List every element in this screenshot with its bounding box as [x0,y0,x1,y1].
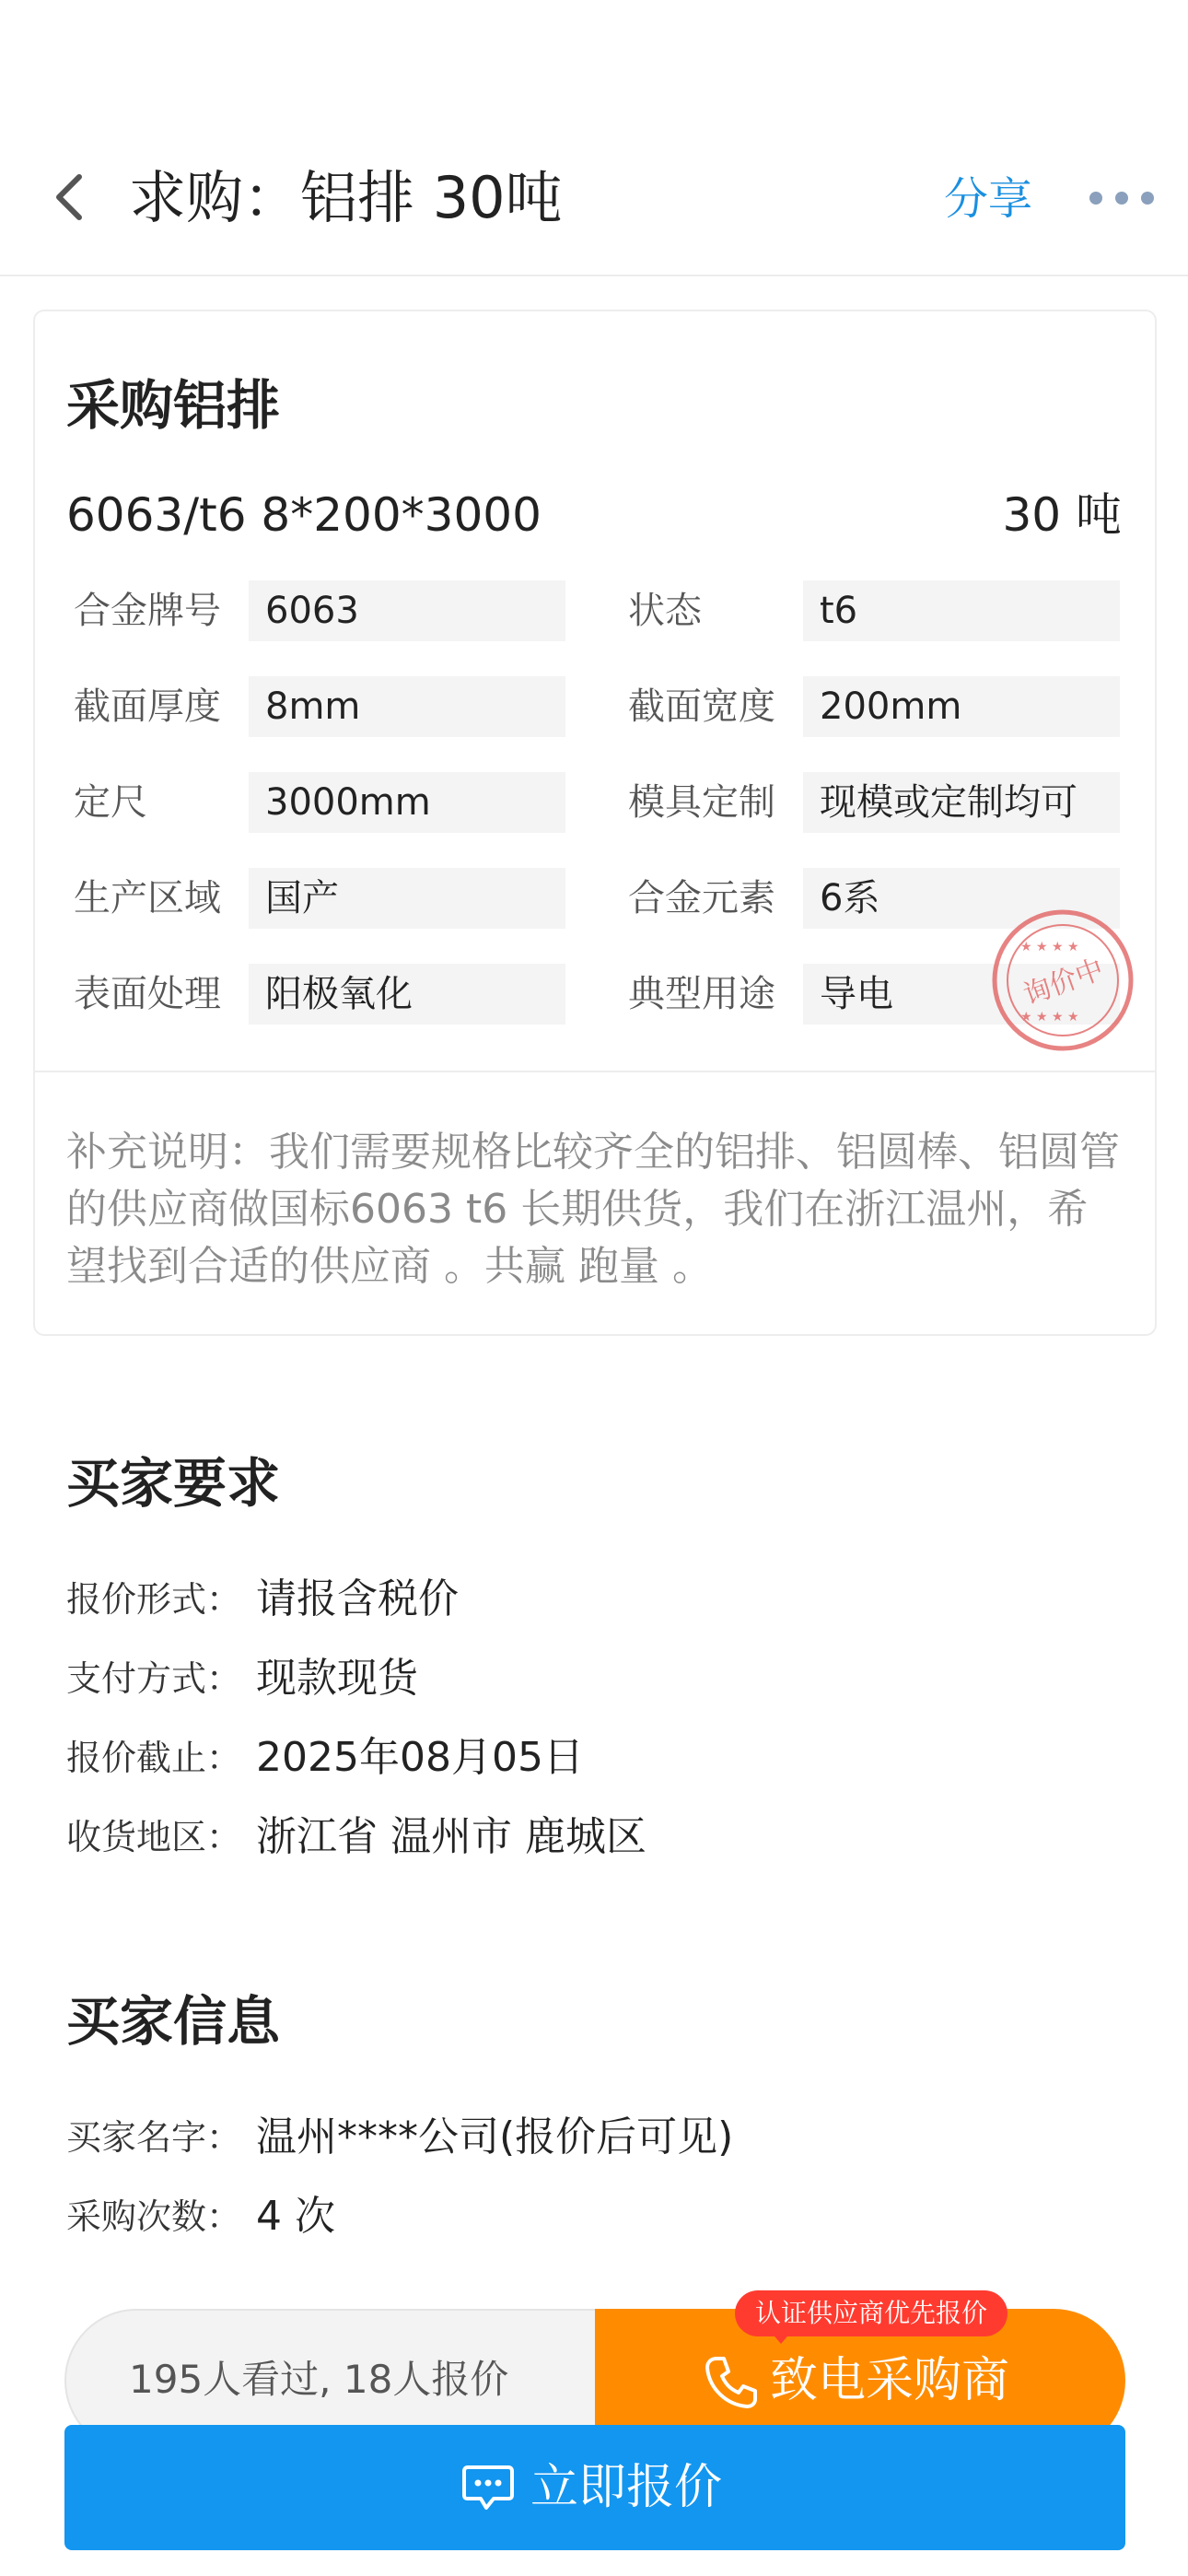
chat-bubble-icon[interactable] [460,2462,516,2513]
attr-label-mold: 模具定制 [628,781,775,824]
back-arrow-icon[interactable] [44,170,99,225]
payment-method-value: 现款现货 [256,1655,418,1702]
attr-value-length: 3000mm [249,772,565,833]
attr-label-origin: 生产区域 [74,877,221,919]
quote-deadline-label: 报价截止： [66,1738,242,1778]
delivery-region-value: 浙江省 温州市 鹿城区 [256,1813,646,1860]
card-title: 采购铝排 [66,374,281,437]
svg-text:★ ★ ★ ★: ★ ★ ★ ★ [1020,940,1079,954]
call-buyer-label[interactable]: 致电采购商 [770,2353,1010,2408]
badge-pointer [770,2331,792,2344]
svg-text:★ ★ ★ ★: ★ ★ ★ ★ [1020,1010,1079,1025]
attr-value-thickness: 8mm [249,676,565,737]
share-button[interactable]: 分享 [944,173,1033,225]
payment-method-label: 支付方式： [66,1658,242,1699]
view-stats-text: 195人看过, 18人报价 [129,2357,509,2402]
stamp-text: 询价中 [1019,953,1109,1013]
purchase-count-label: 采购次数： [66,2196,242,2237]
supplementary-note: 补充说明：我们需要规格比较齐全的铝排、铝圆棒、铝圆管的供应商做国标6063 t6 长期供货，我们在浙江温州，希望找到合适的供应商 。共赢 跑量 。 [66,1129,1120,1290]
attr-value-alloy-series: 6系 [803,868,1120,929]
attr-label-width: 截面宽度 [628,685,775,728]
buyer-info-title: 买家信息 [66,1990,281,2053]
attr-value-temper: t6 [803,580,1120,641]
more-options-icon[interactable] [1087,184,1157,212]
purchase-quantity: 30 吨 [1002,488,1122,542]
purchase-count-value: 4 次 [256,2193,335,2240]
product-spec: 6063/t6 8*200*3000 [66,488,542,542]
quote-format-label: 报价形式： [66,1579,242,1620]
verified-supplier-badge: 认证供应商优先报价 [735,2290,1007,2336]
attr-label-length: 定尺 [74,781,147,824]
attr-value-origin: 国产 [249,868,565,929]
attr-label-surface: 表面处理 [74,973,221,1015]
inquiry-status-stamp [989,907,1136,1054]
attr-value-surface: 阳极氧化 [249,964,565,1025]
quote-now-label[interactable]: 立即报价 [530,2460,723,2515]
attr-label-thickness: 截面厚度 [74,685,221,728]
attr-value-width: 200mm [803,676,1120,737]
buyer-name-value: 温州****公司(报价后可见) [256,2113,734,2160]
attr-label-usage: 典型用途 [628,973,775,1015]
attr-value-mold: 现模或定制均可 [803,772,1120,833]
requirements-title: 买家要求 [66,1452,281,1515]
attr-label-temper: 状态 [628,590,702,632]
attr-value-alloy-grade: 6063 [249,580,565,641]
phone-icon[interactable] [702,2353,761,2412]
buyer-name-label: 买家名字： [66,2117,242,2158]
attr-label-alloy-grade: 合金牌号 [74,590,221,632]
attr-label-alloy-series: 合金元素 [628,877,775,919]
card-divider [35,1071,1155,1072]
delivery-region-label: 收货地区： [66,1817,242,1857]
attr-value-usage: 导电 [803,964,1120,1025]
quote-deadline-value: 2025年08月05日 [256,1734,584,1781]
quote-format-value: 请报含税价 [256,1575,459,1622]
page-title: 求购：铝排 30吨 [129,164,563,231]
